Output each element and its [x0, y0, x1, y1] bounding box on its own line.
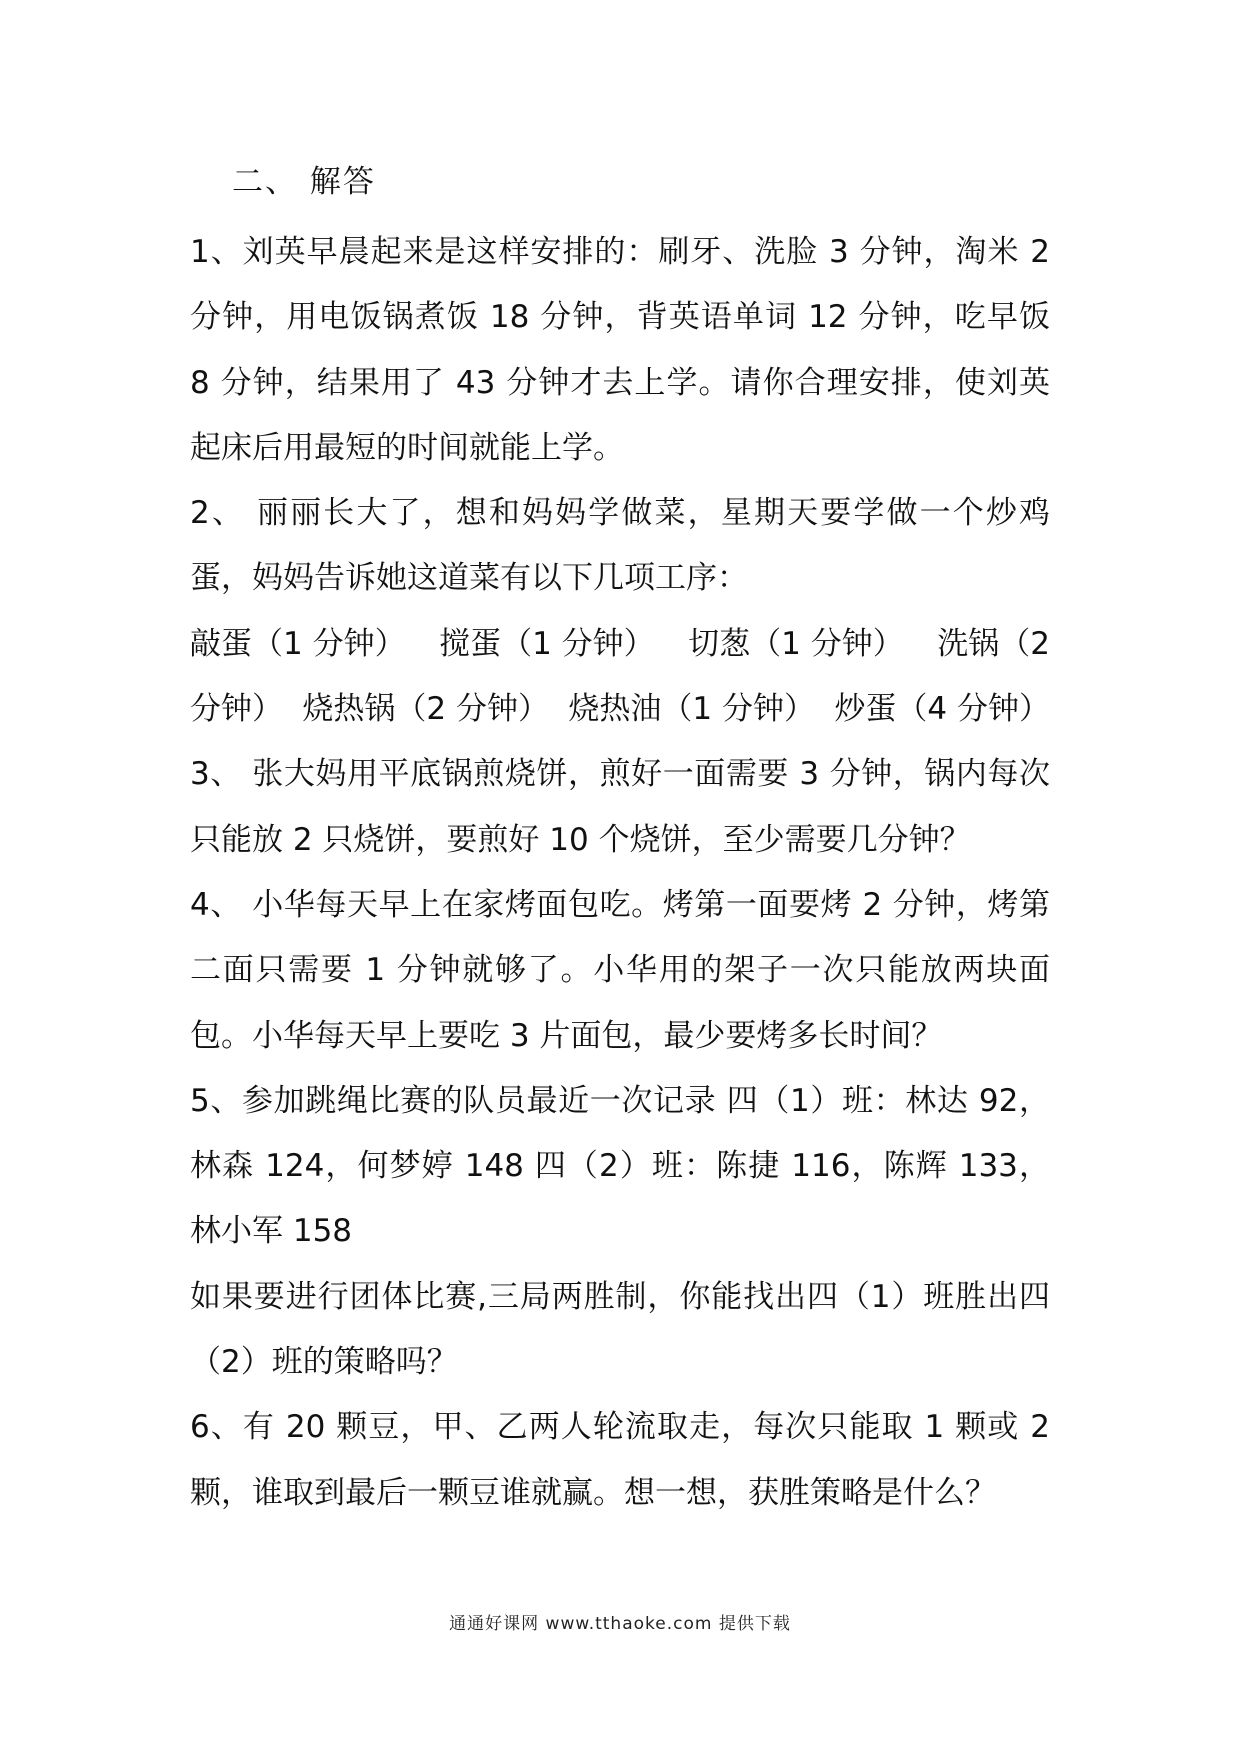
step-wash-wok: 洗锅（2	[937, 625, 1050, 662]
question-6: 6、有 20 颗豆，甲、乙两人轮流取走，每次只能取 1 颗或 2 颗，谁取到最后一颗豆谁就赢。想一想，获胜策略是什么？	[190, 1409, 1050, 1511]
step-cut-scallion: 切葱（1 分钟）	[688, 625, 904, 662]
question-5-data: 5、参加跳绳比赛的队员最近一次记录 四（1）班：林达 92，林森 124，何梦婷 148 四（2）班：陈捷 116，陈辉 133，林小军 158	[190, 1082, 1050, 1250]
question-2-steps-row-2	[190, 677, 1050, 742]
question-3: 3、 张大妈用平底锅煎烧饼，煎好一面需要 3 分钟，锅内每次只能放 2 只烧饼，要煎好 10 个烧饼，至少需要几分钟？	[190, 756, 1050, 858]
footer-source: 通通好课网 www.tthaoke.com 提供下载	[449, 1614, 791, 1634]
section-heading: 二、 解答	[232, 164, 376, 200]
step-beat-egg: 搅蛋（1 分钟）	[439, 625, 655, 662]
question-2-intro: 2、 丽丽长大了，想和妈妈学做菜，星期天要学做一个炒鸡蛋，妈妈告诉她这道菜有以下几项工序：	[190, 495, 1050, 597]
question-2-steps-row-1	[190, 612, 1050, 677]
question-5-question: 如果要进行团体比赛,三局两胜制，你能找出四（1）班胜出四（2）班的策略吗？	[190, 1278, 1050, 1381]
step-heat-wok: 烧热锅（2 分钟）	[302, 691, 549, 728]
question-4: 4、 小华每天早上在家烤面包吃。烤第一面要烤 2 分钟，烤第二面只需要 1 分钟就够了。小华用的架子一次只能放两块面包。小华每天早上要吃 3 片面包，最少要烤多长时间？	[190, 886, 1050, 1054]
step-wash-wok-cont: 分钟）	[190, 691, 283, 728]
question-list	[190, 220, 1050, 1526]
step-fry-egg: 炒蛋（4 分钟）	[834, 691, 1050, 728]
step-crack-egg: 敲蛋（1 分钟）	[190, 625, 406, 662]
question-1: 1、刘英早晨起来是这样安排的：刷牙、洗脸 3 分钟，淘米 2 分钟，用电饭锅煮饭 18 分钟，背英语单词 12 分钟，吃早饭 8 分钟，结果用了 43 分钟才去上学。请你合理安排，使刘英起床后用最短的时间就能上学。	[190, 234, 1050, 466]
step-heat-oil: 烧热油（1 分钟）	[568, 691, 815, 728]
